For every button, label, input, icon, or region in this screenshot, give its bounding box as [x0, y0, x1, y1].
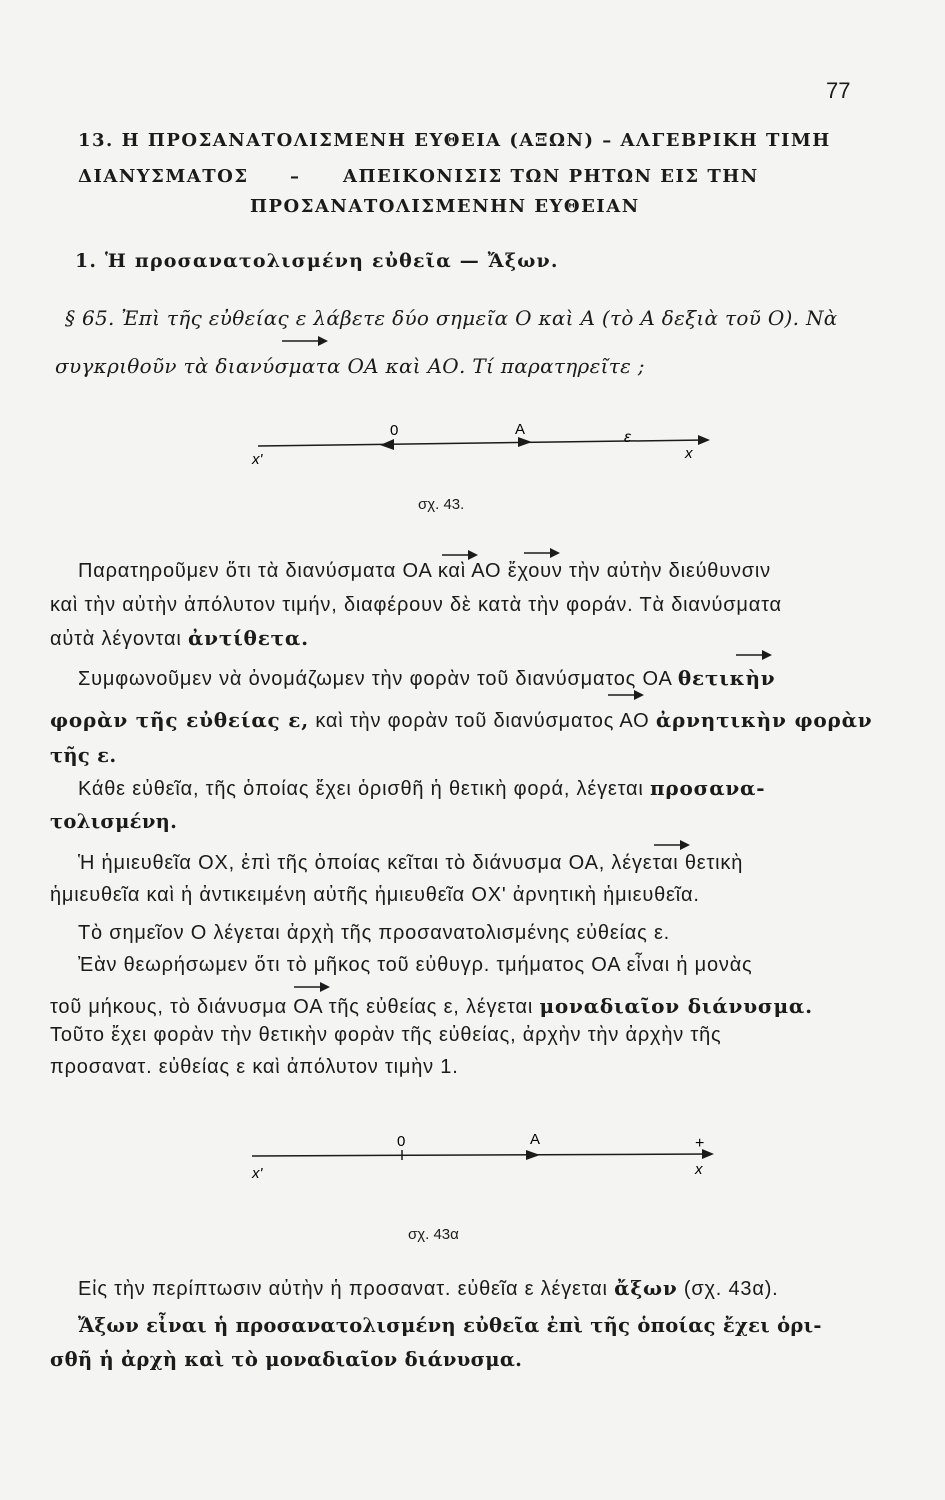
para2-line-3: τῆς ε. — [50, 744, 117, 767]
para6-line-2 — [50, 994, 813, 1019]
para6-line-4: προσανατ. εὐθείας ε καὶ ἀπόλυτον τιμὴν 1. — [50, 1056, 459, 1078]
section-title-line-2c: ΑΠΕΙΚΟΝΙΣΙΣ ΤΩΝ ΡΗΤΩΝ ΕΙΣ ΤΗΝ — [343, 166, 759, 187]
label-O: 0 — [390, 422, 399, 439]
label-A-2: A — [530, 1131, 541, 1148]
term-fora-eutheias: φορὰν τῆς εὐθείας ε, — [50, 708, 309, 732]
label-plus: + — [695, 1135, 705, 1152]
term-arnitiki-fora: ἀρνητικὴν φορὰν — [655, 708, 873, 732]
para1-line-3 — [50, 626, 309, 651]
section-title-line-1: 13. Η ΠΡΟΣΑΝΑΤΟΛΙΣΜΕΝΗ ΕΥΘΕΙΑ (ΑΞΩΝ) – ΑΛΓΕΒΡΙΚΗ ΤΙΜΗ — [78, 130, 831, 151]
axis-end-arrow — [698, 435, 710, 445]
section-title-line-3: ΠΡΟΣΑΝΑΤΟΛΙΣΜΕΝΗΝ ΕΥΘΕΙΑΝ — [250, 196, 640, 217]
para6-line-1: Ἐὰν θεωρήσωμεν ὅτι τὸ μῆκος τοῦ εὐθυγρ. τμήματος ΟΑ εἶναι ἡ μονὰς — [78, 954, 753, 976]
term-antitheta: ἀντίθετα. — [187, 626, 309, 650]
vector-arrow-AO-2 — [606, 688, 646, 702]
term-prosanatolismeni: προσανα- — [649, 776, 766, 800]
label-x-prime: x' — [252, 451, 263, 468]
para3-line-2: τολισμένη. — [50, 810, 178, 833]
para1-line-3-text: αὐτὰ λέγονται — [50, 628, 188, 650]
axis-line — [258, 440, 705, 446]
vector-arrow-OA-5 — [292, 980, 332, 994]
page-number: 77 — [826, 78, 851, 103]
figure-43-caption: σχ. 43. — [418, 496, 465, 513]
para5: Τὸ σημεῖον Ο λέγεται ἀρχὴ τῆς προσανατολισμένης εὐθείας ε. — [78, 922, 671, 944]
figure-43 — [240, 418, 720, 468]
figure-43a — [240, 1126, 720, 1186]
para6-line-2-text: τοῦ μήκους, τὸ διάνυσμα ΟΑ τῆς εὐθείας ε, λέγεται — [50, 996, 540, 1018]
para7-line-2: Ἄξων εἶναι ἡ προσανατολισμένη εὐθεῖα ἐπὶ τῆς ὁποίας ἔχει ὁρι- — [78, 1314, 822, 1337]
label-x: x — [685, 445, 693, 462]
para2-line-2-text: καὶ τὴν φορὰν τοῦ διανύσματος ΑΟ — [308, 710, 656, 732]
figure-43a-caption: σχ. 43α — [408, 1226, 459, 1243]
label-epsilon: ε — [624, 429, 632, 446]
section-title-line-2b: – — [290, 166, 301, 187]
section-title-line-2a: ΔΙΑΝΥΣΜΑΤΟΣ — [78, 166, 249, 187]
label-x-2: x — [695, 1161, 703, 1178]
axis-line-2 — [252, 1154, 710, 1156]
arrow-left — [380, 439, 394, 450]
para7-line-1-text: Εἰς τὴν περίπτωσιν αὐτὴν ἡ προσανατ. εὐθεῖα ε λέγεται — [78, 1278, 615, 1300]
subsection-title: 1. Ἡ προσανατολισμένη εὐθεῖα — Ἄξων. — [75, 250, 559, 272]
para2-line-1 — [78, 666, 776, 691]
para4-line-1: Ἡ ἡμιευθεῖα ΟΧ, ἐπὶ τῆς ὁποίας κεῖται τὸ διάνυσμα ΟΑ, λέγεται θετικὴ — [78, 852, 744, 874]
term-monadiaio-dianysma: μοναδιαῖον διάνυσμα. — [539, 994, 813, 1018]
para6-line-3: Τοῦτο ἔχει φορὰν τὴν θετικὴν φορὰν τῆς εὐθείας, ἀρχὴν τὴν ἀρχὴν τῆς — [50, 1024, 722, 1046]
label-x-prime-2: x' — [252, 1165, 263, 1182]
para7-line-1-ref: (σχ. 43α). — [677, 1278, 779, 1300]
para1-line-2: καὶ τὴν αὐτὴν ἀπόλυτον τιμήν, διαφέρουν δὲ κατὰ τὴν φοράν. Τὰ διανύσματα — [50, 594, 782, 616]
vector-arrow-OA — [280, 334, 330, 348]
unit-vector-arrow — [526, 1150, 540, 1160]
para3-line-1 — [78, 776, 765, 801]
para3-line-1-text: Κάθε εὐθεῖα, τῆς ὁποίας ἔχει ὁρισθῆ ἡ θετικὴ φορά, λέγεται — [78, 778, 650, 800]
label-A: A — [515, 421, 526, 438]
term-thetiki: θετικὴν — [677, 666, 776, 690]
label-O-2: 0 — [397, 1133, 406, 1150]
vector-arrow-AO — [522, 546, 562, 560]
arrow-right — [518, 437, 532, 447]
para2-line-2 — [50, 708, 872, 733]
para7-line-1 — [78, 1276, 779, 1301]
exercise-line-1: § 65. Ἐπὶ τῆς εὐθείας ε λάβετε δύο σημεῖα Ο καὶ Α (τὸ Α δεξιὰ τοῦ Ο). Νὰ — [65, 306, 838, 330]
vector-arrow-OA-4 — [652, 838, 692, 852]
para7-line-3: σθῆ ἡ ἀρχὴ καὶ τὸ μοναδιαῖον διάνυσμα. — [50, 1348, 523, 1371]
exercise-line-2: συγκριθοῦν τὰ διανύσματα ΟΑ καὶ ΑΟ. Τί παρατηρεῖτε ; — [55, 354, 645, 378]
term-axon: ἄξων — [614, 1276, 678, 1300]
para4-line-2: ἡμιευθεῖα καὶ ἡ ἀντικειμένη αὐτῆς ἡμιευθεῖα ΟΧ' ἀρνητικὴ ἡμιευθεῖα. — [50, 884, 700, 906]
para2-line-1-text: Συμφωνοῦμεν νὰ ὀνομάζωμεν τὴν φορὰν τοῦ διανύσματος ΟΑ — [78, 668, 678, 690]
para1-line-1: Παρατηροῦμεν ὅτι τὰ διανύσματα ΟΑ καὶ ΑΟ ἔχουν τὴν αὐτὴν διεύθυνσιν — [78, 560, 771, 582]
vector-arrow-OA-3 — [734, 648, 774, 662]
